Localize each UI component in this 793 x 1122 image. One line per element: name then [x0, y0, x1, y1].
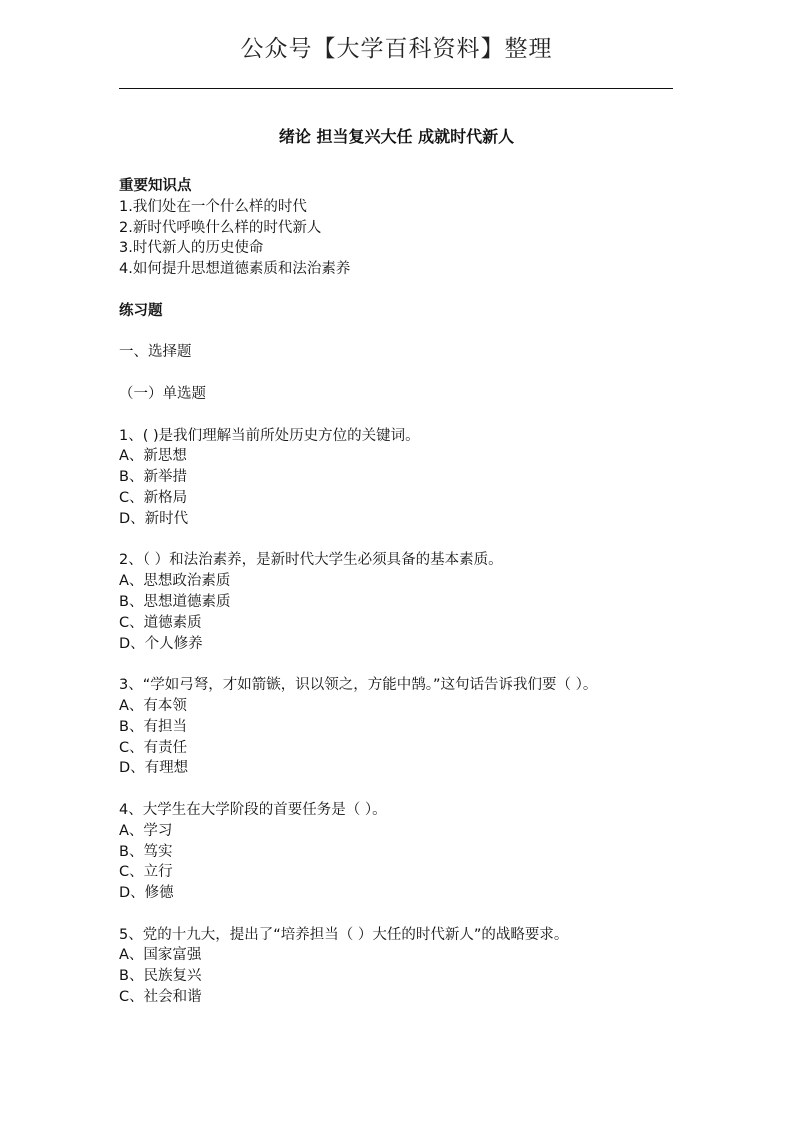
question-option: B、笃实 — [119, 843, 173, 860]
question-block — [119, 925, 679, 1008]
question-block — [119, 800, 679, 925]
question-option: A、新思想 — [119, 448, 187, 465]
document-title: 绪论 担当复兴大任 成就时代新人 — [278, 127, 515, 146]
question-stem: 2、（ ）和法治素养，是新时代大学生必须具备的基本素质。 — [119, 552, 503, 569]
question-option: A、有本领 — [119, 697, 187, 714]
section-heading: 一、选择题 — [119, 344, 192, 361]
question-block — [119, 550, 679, 675]
question-option: A、思想政治素质 — [119, 573, 231, 590]
question-option: B、新举措 — [119, 469, 187, 486]
key-point-item: 2.新时代呼唤什么样的时代新人 — [119, 219, 322, 236]
question-option: B、有担当 — [119, 718, 187, 735]
exercises-heading: 练习题 — [119, 302, 163, 319]
key-point-item: 4.如何提升思想道德素质和法治素养 — [119, 261, 351, 278]
question-option: C、新格局 — [119, 489, 188, 506]
question-stem: 3、“学如弓弩，才如箭镞，识以领之，方能中鹄。”这句话告诉我们要（ ）。 — [119, 677, 598, 694]
question-option: C、立行 — [119, 864, 173, 881]
question-option: D、修德 — [119, 885, 174, 902]
key-points-heading: 重要知识点 — [119, 178, 192, 194]
question-stem: 1、( )是我们理解当前所处历史方位的关键词。 — [119, 427, 420, 444]
question-option: B、思想道德素质 — [119, 593, 231, 610]
question-option: B、民族复兴 — [119, 968, 202, 985]
question-option: C、社会和谐 — [119, 989, 202, 1006]
question-option: D、新时代 — [119, 510, 189, 527]
question-block — [119, 675, 679, 800]
question-list — [119, 426, 679, 1008]
question-option: D、个人修养 — [119, 635, 203, 652]
question-option: A、国家富强 — [119, 947, 202, 964]
header-divider — [119, 88, 673, 89]
key-point-item: 3.时代新人的历史使命 — [119, 240, 264, 257]
subsection-heading: （一）单选题 — [119, 385, 206, 402]
question-option: D、有理想 — [119, 760, 189, 777]
page-header: 公众号【大学百科资料】整理 — [240, 36, 553, 62]
document-body — [119, 176, 679, 1008]
question-option: A、学习 — [119, 822, 173, 839]
key-point-item: 1.我们处在一个什么样的时代 — [119, 198, 307, 215]
question-stem: 5、党的十九大，提出了“培养担当（ ）大任的时代新人”的战略要求。 — [119, 926, 569, 943]
question-option: C、有责任 — [119, 739, 188, 756]
question-block — [119, 426, 679, 551]
question-option: C、道德素质 — [119, 614, 202, 631]
question-stem: 4、大学生在大学阶段的首要任务是（ ）。 — [119, 801, 387, 818]
